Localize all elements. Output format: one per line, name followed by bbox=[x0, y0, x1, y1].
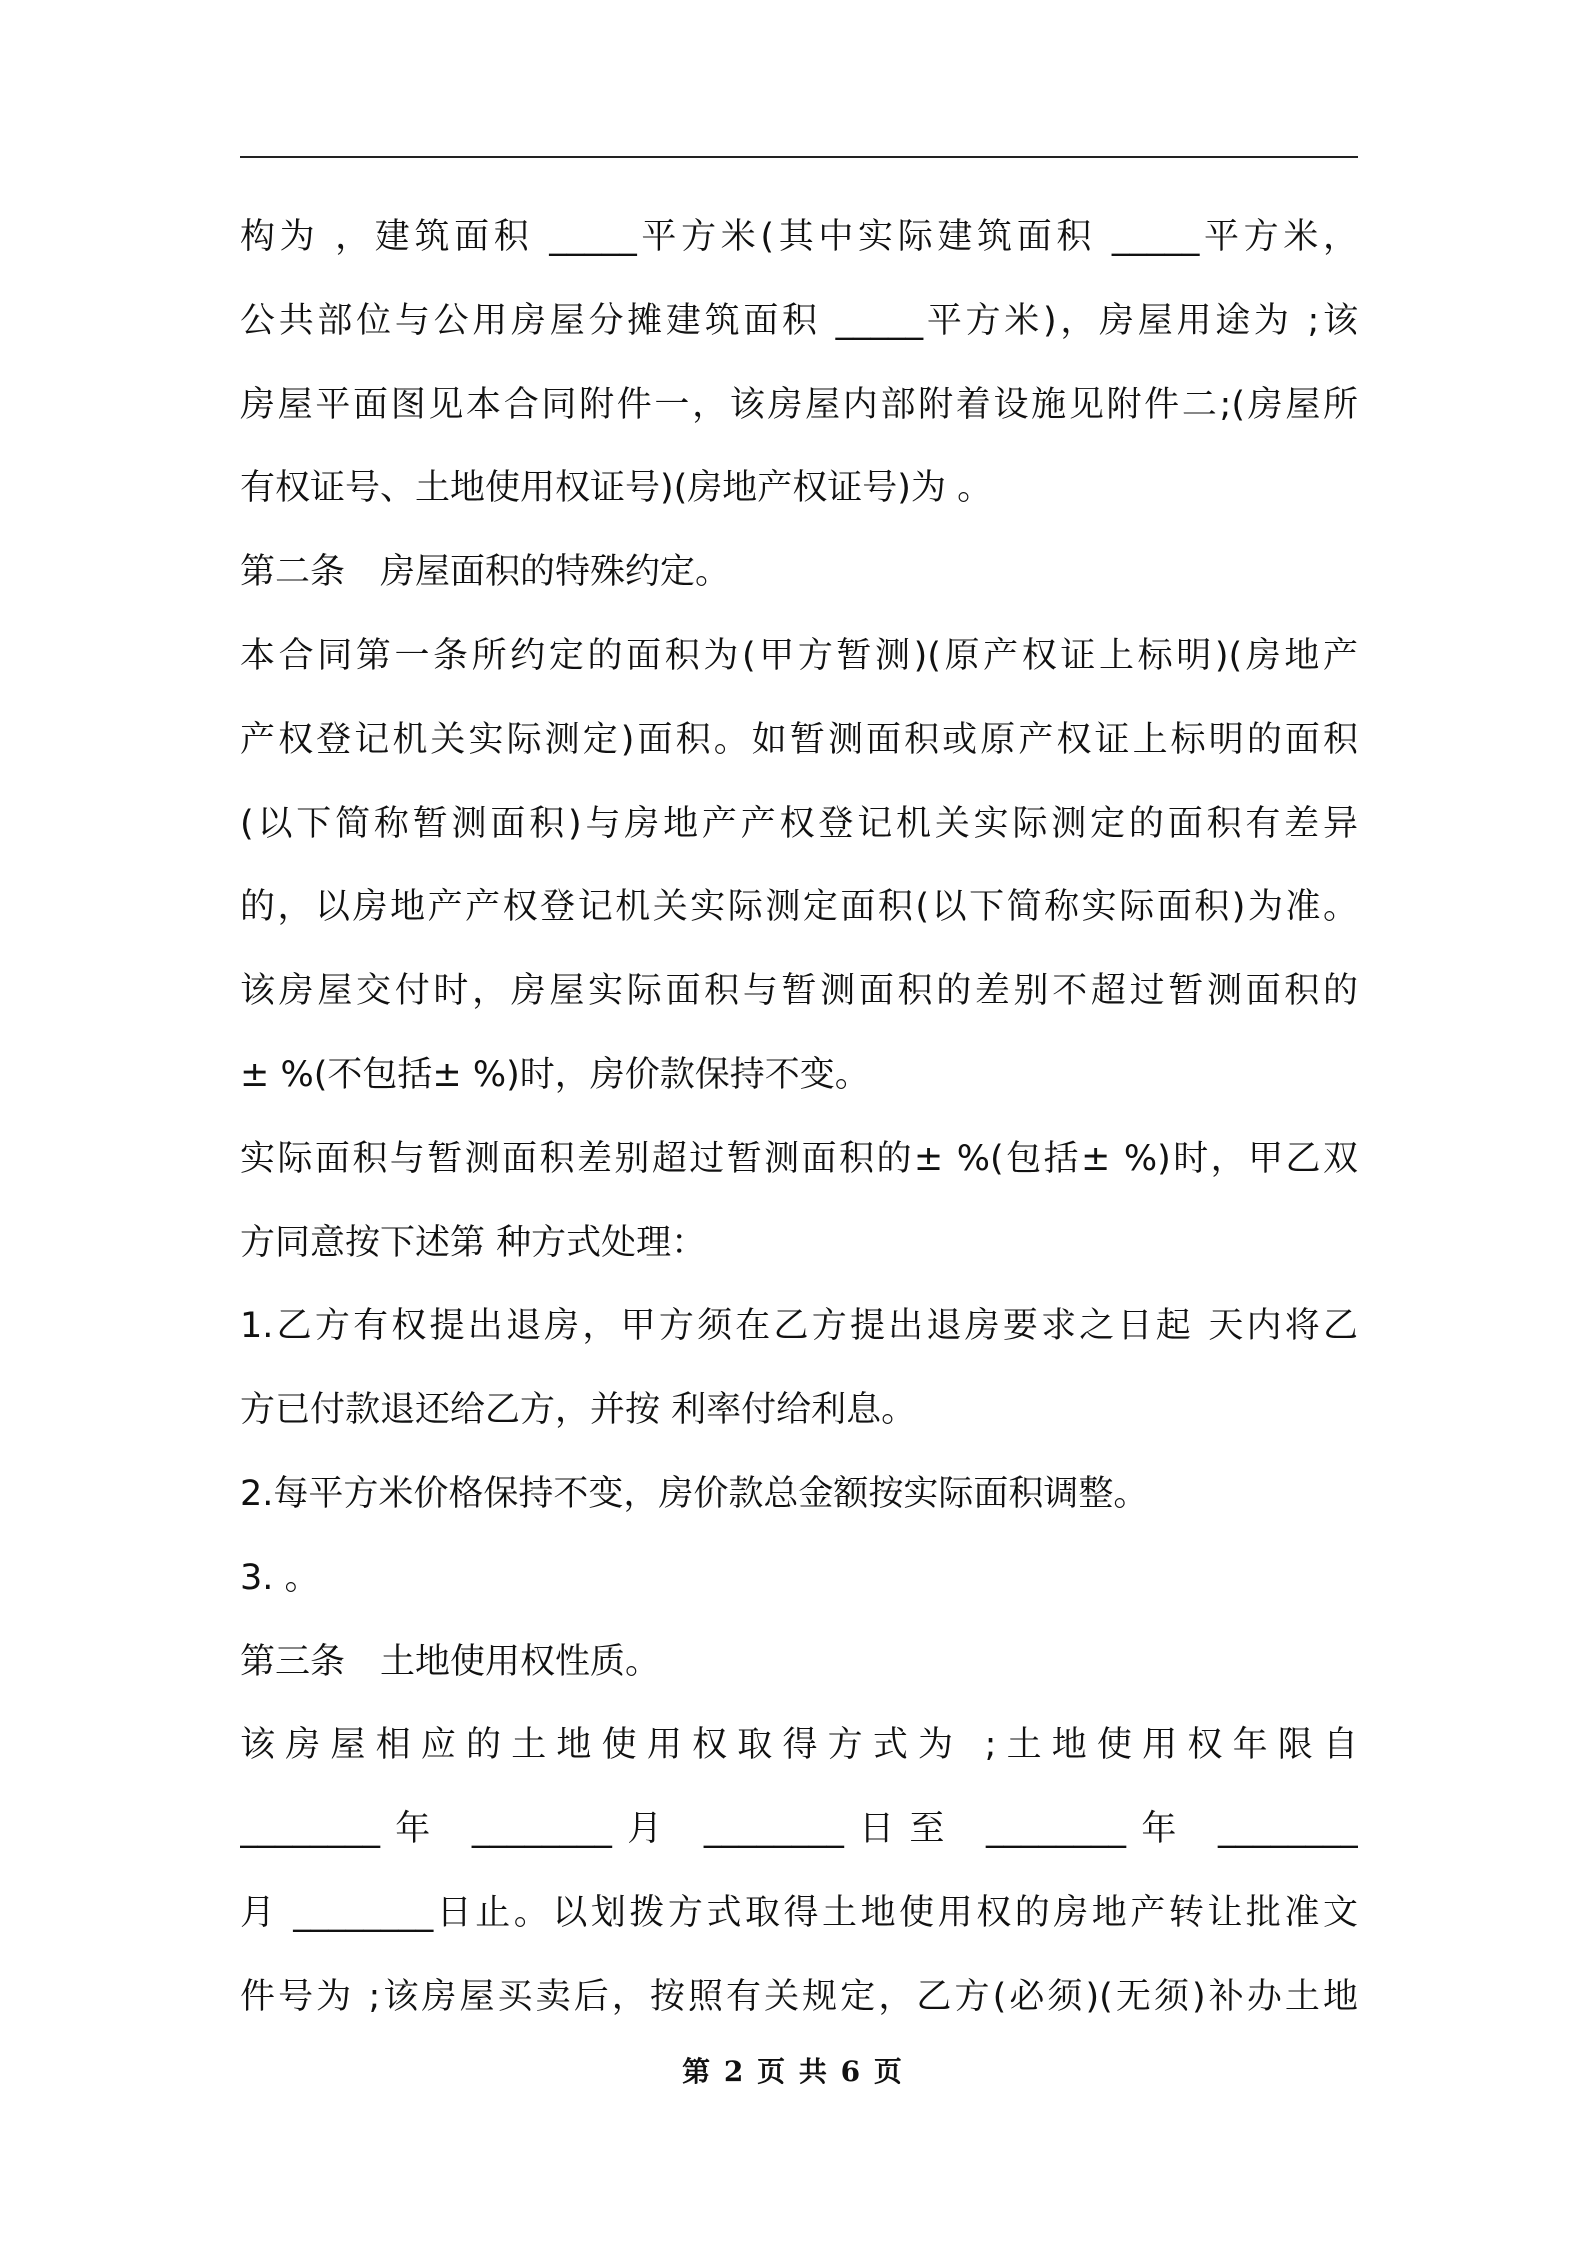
document-body bbox=[240, 196, 1358, 2040]
text-line: 该房屋相应的土地使用权取得方式为 ;土地使用权年限自 bbox=[240, 1725, 1358, 1766]
text-line: ________年 ________月 ________日至 ________年 ________ bbox=[240, 1809, 1358, 1850]
text-line: 月 ________日止。以划拨方式取得土地使用权的房地产转让批准文 bbox=[240, 1892, 1358, 1933]
text-line: 产权登记机关实际测定)面积。如暂测面积或原产权证上标明的面积 bbox=[240, 719, 1358, 760]
text-line: (以下简称暂测面积)与房地产产权登记机关实际测定的面积有差异 bbox=[240, 803, 1358, 844]
text-line: 实际面积与暂测面积差别超过暂测面积的± %(包括± %)时，甲乙双 bbox=[240, 1138, 1358, 1179]
section-heading: 第二条 房屋面积的特殊约定。 bbox=[240, 552, 731, 593]
text-line: ± %(不包括± %)时，房价款保持不变。 bbox=[240, 1054, 870, 1095]
text-line: 3. 。 bbox=[240, 1557, 320, 1598]
page-number-footer: 第 2 页 共 6 页 bbox=[682, 2055, 904, 2088]
text-line: 方同意按下述第 种方式处理： bbox=[240, 1222, 707, 1263]
text-line: 件号为 ;该房屋买卖后，按照有关规定，乙方(必须)(无须)补办土地 bbox=[240, 1976, 1358, 2017]
text-line: 本合同第一条所约定的面积为(甲方暂测)(原产权证上标明)(房地产 bbox=[240, 635, 1358, 676]
text-line: 方已付款退还给乙方，并按 利率付给利息。 bbox=[240, 1390, 917, 1431]
text-line: 该房屋交付时，房屋实际面积与暂测面积的差别不超过暂测面积的 bbox=[240, 971, 1358, 1012]
header-rule bbox=[240, 156, 1358, 158]
text-line: 2.每平方米价格保持不变，房价款总金额按实际面积调整。 bbox=[240, 1473, 1149, 1514]
text-line: 有权证号、土地使用权证号)(房地产权证号)为 。 bbox=[240, 468, 993, 509]
text-line: 公共部位与公用房屋分摊建筑面积 _____平方米)，房屋用途为 ;该 bbox=[240, 300, 1358, 341]
text-line: 构为 ，建筑面积 _____平方米(其中实际建筑面积 _____平方米， bbox=[240, 217, 1358, 257]
text-line: 的，以房地产产权登记机关实际测定面积(以下简称实际面积)为准。 bbox=[240, 887, 1358, 928]
text-line: 1.乙方有权提出退房，甲方须在乙方提出退房要求之日起 天内将乙 bbox=[240, 1306, 1358, 1347]
section-heading: 第三条 土地使用权性质。 bbox=[240, 1641, 661, 1682]
text-line: 房屋平面图见本合同附件一，该房屋内部附着设施见附件二;(房屋所 bbox=[240, 384, 1358, 425]
